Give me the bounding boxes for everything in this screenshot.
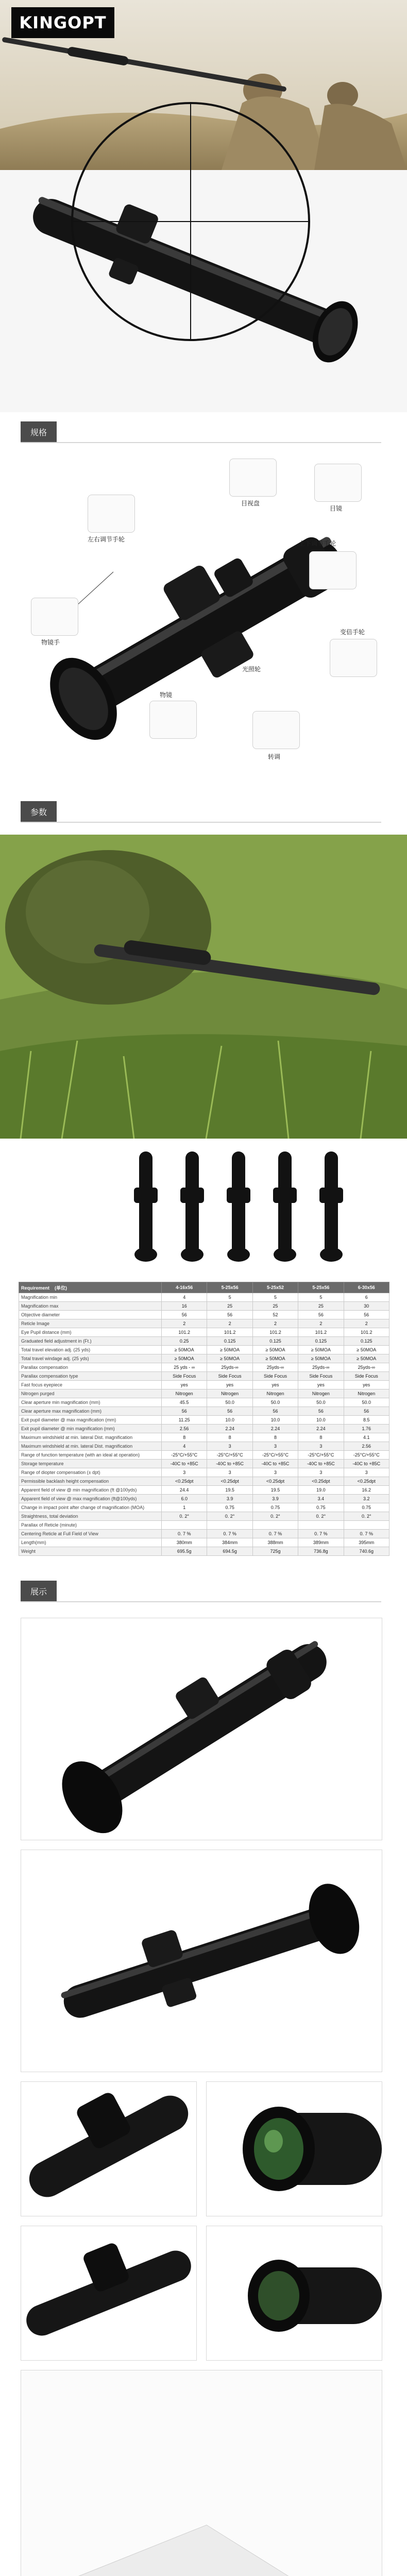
- spec-row-value: 19.5: [207, 1486, 252, 1495]
- spec-row-value: 0.125: [207, 1337, 252, 1346]
- spec-row-value: 56: [162, 1407, 207, 1416]
- spec-row-value: 0. 7 %: [162, 1530, 207, 1538]
- spec-table-row: [19, 1495, 389, 1503]
- spec-row-value: <0.25dpt: [252, 1477, 298, 1486]
- spec-table-row: [19, 1293, 389, 1302]
- spec-row-value: 101.2: [162, 1328, 207, 1337]
- spec-row-value: 2.24: [207, 1425, 252, 1433]
- spec-row-value: <0.25dpt: [344, 1477, 389, 1486]
- spec-row-value: 30: [344, 1302, 389, 1311]
- spec-row-value: 56: [344, 1407, 389, 1416]
- parallax-knob-label: 物镜手: [41, 639, 60, 646]
- spec-row-value: 380mm: [162, 1538, 207, 1547]
- spec-row-label: Magnification max: [19, 1302, 162, 1311]
- spec-row-value: 0. 7 %: [344, 1530, 389, 1538]
- spec-row-value: ≥ 50MOA: [207, 1354, 252, 1363]
- requirement-label: Requirement: [21, 1285, 50, 1291]
- spec-table-column-header: 5-25x56: [207, 1282, 252, 1293]
- spec-row-value: ≥ 50MOA: [162, 1354, 207, 1363]
- spec-row-value: 0.125: [298, 1337, 344, 1346]
- spec-row-label: Total travel windage adj. (25 yds): [19, 1354, 162, 1363]
- spec-row-value: 0. 2°: [162, 1512, 207, 1521]
- spec-row-value: 16: [162, 1302, 207, 1311]
- spec-row-value: ≥ 50MOA: [252, 1354, 298, 1363]
- spec-row-value: 6.0: [162, 1495, 207, 1503]
- spec-row-value: 10.0: [252, 1416, 298, 1425]
- spec-row-value: 2: [252, 1319, 298, 1328]
- spec-table-row: [19, 1547, 389, 1556]
- spec-row-label: Total travel elevation adj. (25 yds): [19, 1346, 162, 1354]
- spec-row-value: 101.2: [252, 1328, 298, 1337]
- spec-row-value: 694.5g: [207, 1547, 252, 1556]
- spec-row-value: 56: [298, 1311, 344, 1319]
- spec-row-label: Magnification min: [19, 1293, 162, 1302]
- spec-row-value: 3: [252, 1442, 298, 1451]
- spec-row-value: 0.75: [344, 1503, 389, 1512]
- spec-row-label: Apparent field of view @ max magnification (ft@100yds): [19, 1495, 162, 1503]
- spec-row-value: Side Focus: [344, 1372, 389, 1381]
- specs-section-title: 规格: [21, 421, 57, 442]
- showcase-section-title: 展示: [21, 1581, 57, 1601]
- spec-row-value: 25yds-∞: [207, 1363, 252, 1372]
- spec-row-value: -25°C/+55°C: [298, 1451, 344, 1460]
- spec-row-label: Nitrogen purged: [19, 1389, 162, 1398]
- spec-row-value: 10.0: [298, 1416, 344, 1425]
- spec-row-value: 0. 2°: [298, 1512, 344, 1521]
- spec-row-value: 395mm: [344, 1538, 389, 1547]
- spec-row-label: Permissible backlash height compensation: [19, 1477, 162, 1486]
- spec-table-row: [19, 1363, 389, 1372]
- reticle-light-callout: [229, 459, 277, 497]
- spec-row-value: 56: [298, 1407, 344, 1416]
- spec-row-value: 5: [298, 1293, 344, 1302]
- objective-callout: [149, 701, 197, 739]
- spec-row-value: 52: [252, 1311, 298, 1319]
- spec-row-label: Range of diopter compensation (± dpt): [19, 1468, 162, 1477]
- spec-row-value: Nitrogen: [252, 1389, 298, 1398]
- spec-row-value: 101.2: [298, 1328, 344, 1337]
- spec-row-value: [162, 1521, 207, 1530]
- spec-table-column-header: 5-25x52: [252, 1282, 298, 1293]
- spec-row-value: yes: [344, 1381, 389, 1389]
- spec-row-value: 0.75: [207, 1503, 252, 1512]
- spec-row-value: 5: [252, 1293, 298, 1302]
- spec-table-row: [19, 1319, 389, 1328]
- showcase-package-photo: [21, 2370, 382, 2576]
- spec-table-column-header: 6-30x56: [344, 1282, 389, 1293]
- spec-row-value: 45.5: [162, 1398, 207, 1407]
- spec-table-row: [19, 1442, 389, 1451]
- spec-table-row: [19, 1389, 389, 1398]
- spec-row-value: 2: [298, 1319, 344, 1328]
- spec-table-row: [19, 1538, 389, 1547]
- spec-table-row: [19, 1372, 389, 1381]
- spec-row-value: Side Focus: [298, 1372, 344, 1381]
- turret-up-callout: [309, 551, 357, 589]
- spec-row-value: Side Focus: [162, 1372, 207, 1381]
- spec-table-row: [19, 1354, 389, 1363]
- spec-row-value: 0. 2°: [344, 1512, 389, 1521]
- spec-row-value: <0.25dpt: [298, 1477, 344, 1486]
- spec-row-value: 0.75: [298, 1503, 344, 1512]
- spec-row-value: <0.25dpt: [162, 1477, 207, 1486]
- spec-row-label: Exit pupil diameter @ max magnification (mm): [19, 1416, 162, 1425]
- eyepiece-callout: [314, 464, 362, 502]
- parallax-knob-callout: [31, 598, 78, 636]
- spec-row-value: 3: [162, 1468, 207, 1477]
- spec-table-row: [19, 1381, 389, 1389]
- sniper-photo: [0, 835, 407, 1139]
- spec-row-value: 3: [252, 1468, 298, 1477]
- spec-row-label: Reticle Image: [19, 1319, 162, 1328]
- spec-row-value: 3.9: [252, 1495, 298, 1503]
- eyepiece-label: 目镜: [330, 505, 343, 512]
- spec-row-value: 0.125: [252, 1337, 298, 1346]
- spec-row-value: 0. 7 %: [207, 1530, 252, 1538]
- showcase-detail-1: [21, 2081, 197, 2216]
- spec-row-label: Change in impact point after change of magnification (MOA): [19, 1503, 162, 1512]
- spec-table-row: [19, 1486, 389, 1495]
- spec-row-value: 8: [207, 1433, 252, 1442]
- spec-table-header-row: [19, 1282, 389, 1293]
- spec-row-value: Nitrogen: [207, 1389, 252, 1398]
- spec-row-label: Eye Pupil distance (mm): [19, 1328, 162, 1337]
- spec-row-value: 3: [298, 1442, 344, 1451]
- spec-row-value: 101.2: [344, 1328, 389, 1337]
- spec-table-row: [19, 1311, 389, 1319]
- hero-photo: [0, 0, 407, 412]
- spec-row-value: 25: [298, 1302, 344, 1311]
- spec-table-row: [19, 1346, 389, 1354]
- spec-row-value: 56: [207, 1407, 252, 1416]
- objective-label: 物镜: [160, 691, 173, 699]
- spec-row-value: 10.0: [207, 1416, 252, 1425]
- specs-section-header: [21, 421, 381, 443]
- scope-lineup: [118, 1141, 386, 1265]
- spec-row-value: 25yds-∞: [344, 1363, 389, 1372]
- spec-row-value: yes: [207, 1381, 252, 1389]
- spec-row-value: ≥ 50MOA: [207, 1346, 252, 1354]
- spec-row-value: 1: [162, 1503, 207, 1512]
- spec-row-value: 56: [162, 1311, 207, 1319]
- spec-table-row: [19, 1460, 389, 1468]
- spec-table-row: [19, 1521, 389, 1530]
- spec-row-value: 4: [162, 1442, 207, 1451]
- turret-up-label: 上下调节手轮: [299, 540, 336, 547]
- spec-table-row: [19, 1425, 389, 1433]
- spec-row-value: 0.25: [162, 1337, 207, 1346]
- turret-detail-image: [21, 2082, 196, 2216]
- spec-row-value: 8: [252, 1433, 298, 1442]
- spec-row-value: 8.5: [344, 1416, 389, 1425]
- brand-logo: KINGOPT: [11, 7, 114, 38]
- spec-row-value: ≥ 50MOA: [252, 1346, 298, 1354]
- spec-row-value: -40C to +85C: [162, 1460, 207, 1468]
- spec-row-value: 0. 2°: [252, 1512, 298, 1521]
- spec-table-row: [19, 1407, 389, 1416]
- spec-row-value: 2: [207, 1319, 252, 1328]
- spec-row-value: 0. 7 %: [252, 1530, 298, 1538]
- spec-row-value: Side Focus: [207, 1372, 252, 1381]
- spec-row-value: yes: [162, 1381, 207, 1389]
- showcase-detail-2: [206, 2081, 382, 2216]
- spec-row-value: 8: [298, 1433, 344, 1442]
- spec-row-label: Maximum windshield at min. lateral Dist. magnification: [19, 1433, 162, 1442]
- spec-row-value: 725g: [252, 1547, 298, 1556]
- spec-row-value: 2.24: [298, 1425, 344, 1433]
- spec-row-value: 388mm: [252, 1538, 298, 1547]
- spec-row-value: 25yds-∞: [298, 1363, 344, 1372]
- spec-row-value: 2.56: [162, 1425, 207, 1433]
- spec-row-value: 389mm: [298, 1538, 344, 1547]
- showcase-photo-1: [21, 1618, 382, 1840]
- spec-row-value: 3: [207, 1468, 252, 1477]
- spec-row-label: Apparent field of view @ min magnification (ft @100yds): [19, 1486, 162, 1495]
- spec-row-value: Nitrogen: [344, 1389, 389, 1398]
- package-contents-image: [21, 2370, 382, 2576]
- spec-row-label: Clear aperture max magnification (mm): [19, 1407, 162, 1416]
- spec-row-value: [207, 1521, 252, 1530]
- spec-row-value: 2.56: [344, 1442, 389, 1451]
- spec-row-value: 1.76: [344, 1425, 389, 1433]
- spec-table: [19, 1282, 389, 1556]
- spec-row-value: 50.0: [207, 1398, 252, 1407]
- spec-row-value: 736.8g: [298, 1547, 344, 1556]
- params-section-header: [21, 801, 381, 823]
- spec-row-value: 3.2: [344, 1495, 389, 1503]
- spec-table-requirement-header: [19, 1282, 162, 1293]
- spec-table-row: [19, 1433, 389, 1442]
- spec-row-value: 101.2: [207, 1328, 252, 1337]
- spec-row-label: Length(mm): [19, 1538, 162, 1547]
- spec-row-value: 25 yds - ∞: [162, 1363, 207, 1372]
- spec-row-value: 695.5g: [162, 1547, 207, 1556]
- spec-row-value: ≥ 50MOA: [162, 1346, 207, 1354]
- spec-row-value: -40C to +85C: [344, 1460, 389, 1468]
- spec-row-value: <0.25dpt: [207, 1477, 252, 1486]
- spec-row-value: yes: [298, 1381, 344, 1389]
- spec-row-value: 19.5: [252, 1486, 298, 1495]
- scope-side-image: [21, 1850, 382, 2072]
- spec-row-label: Graduated field adjustment in (Ft.): [19, 1337, 162, 1346]
- rings-label: 光照轮: [242, 666, 261, 673]
- unit-label: (单位): [55, 1285, 67, 1291]
- spec-row-value: 11.25: [162, 1416, 207, 1425]
- knob-detail-image: [21, 2226, 196, 2360]
- spec-row-value: 19.0: [298, 1486, 344, 1495]
- spec-row-value: 56: [207, 1311, 252, 1319]
- turret-cap-label: 转调: [268, 753, 281, 760]
- spec-row-value: -40C to +85C: [207, 1460, 252, 1468]
- spec-row-value: 8: [162, 1433, 207, 1442]
- spec-table-row: [19, 1328, 389, 1337]
- spec-row-value: 4: [162, 1293, 207, 1302]
- spec-row-value: ≥ 50MOA: [344, 1346, 389, 1354]
- spec-table-row: [19, 1416, 389, 1425]
- spec-row-value: 56: [344, 1311, 389, 1319]
- spec-table-row: [19, 1530, 389, 1538]
- spec-row-value: 56: [252, 1407, 298, 1416]
- spec-row-value: 740.6g: [344, 1547, 389, 1556]
- spec-row-value: 4.1: [344, 1433, 389, 1442]
- spec-row-value: ≥ 50MOA: [344, 1354, 389, 1363]
- magnification-ring-callout: [330, 639, 377, 677]
- spec-row-value: -25°C/+55°C: [162, 1451, 207, 1460]
- spec-row-value: [298, 1521, 344, 1530]
- spec-row-value: -25°C/+55°C: [252, 1451, 298, 1460]
- spec-row-label: Parallax compensation type: [19, 1372, 162, 1381]
- spec-row-value: 25: [207, 1302, 252, 1311]
- spec-row-label: Parallax of Reticle (minute): [19, 1521, 162, 1530]
- reticle-light-label: 目视盘: [241, 500, 260, 507]
- spec-row-value: 16.2: [344, 1486, 389, 1495]
- spec-row-value: 3: [344, 1468, 389, 1477]
- spec-row-label: Objective diameter: [19, 1311, 162, 1319]
- scope-diagram: [21, 453, 386, 814]
- spec-row-value: Nitrogen: [298, 1389, 344, 1398]
- spec-row-label: Centering Reticle at Full Field of View: [19, 1530, 162, 1538]
- spec-table-column-header: 4-16x56: [162, 1282, 207, 1293]
- spec-row-value: -40C to +85C: [298, 1460, 344, 1468]
- spec-row-label: Maximum windshield at min. lateral Dist. magnification: [19, 1442, 162, 1451]
- spec-row-value: 50.0: [298, 1398, 344, 1407]
- spec-row-label: Storage temperature: [19, 1460, 162, 1468]
- spec-table-row: [19, 1302, 389, 1311]
- turret-left-callout: [88, 495, 135, 533]
- spec-table-row: [19, 1398, 389, 1407]
- spec-row-value: 0. 7 %: [298, 1530, 344, 1538]
- spec-row-label: Straightness, total deviation: [19, 1512, 162, 1521]
- scope-angled-image: [21, 1618, 382, 1840]
- eyepiece-detail-image: [207, 2226, 382, 2360]
- spec-row-value: 2: [162, 1319, 207, 1328]
- spec-row-value: 25: [252, 1302, 298, 1311]
- spec-row-value: 0. 2°: [207, 1512, 252, 1521]
- spec-row-value: [252, 1521, 298, 1530]
- spec-row-label: Fast focus eyepiece: [19, 1381, 162, 1389]
- spec-row-value: 50.0: [344, 1398, 389, 1407]
- spec-table-column-header: 5-25x56: [298, 1282, 344, 1293]
- objective-lens-image: [207, 2082, 382, 2216]
- spec-row-value: ≥ 50MOA: [298, 1354, 344, 1363]
- spec-row-value: 5: [207, 1293, 252, 1302]
- turret-cap-callout: [252, 711, 300, 749]
- spec-row-value: Side Focus: [252, 1372, 298, 1381]
- spec-row-value: -40C to +85C: [252, 1460, 298, 1468]
- spec-row-value: 24.4: [162, 1486, 207, 1495]
- spec-row-value: 0.125: [344, 1337, 389, 1346]
- spec-row-value: 2.24: [252, 1425, 298, 1433]
- spec-table-row: [19, 1503, 389, 1512]
- spec-table-row: [19, 1468, 389, 1477]
- spec-table-row: [19, 1337, 389, 1346]
- showcase-detail-3: [21, 2226, 197, 2361]
- spec-row-value: -25°C/+55°C: [207, 1451, 252, 1460]
- spec-row-value: 50.0: [252, 1398, 298, 1407]
- spec-row-value: 3: [207, 1442, 252, 1451]
- turret-left-label: 左右调节手轮: [88, 536, 125, 543]
- spec-row-value: 3: [298, 1468, 344, 1477]
- spec-table-row: [19, 1512, 389, 1521]
- spec-row-label: Weight: [19, 1547, 162, 1556]
- spec-row-value: 25yds-∞: [252, 1363, 298, 1372]
- spec-row-label: Exit pupil diameter @ min magnification (mm): [19, 1425, 162, 1433]
- showcase-detail-4: [206, 2226, 382, 2361]
- hero-banner: [0, 0, 407, 412]
- spec-table-row: [19, 1451, 389, 1460]
- spec-row-label: Parallax compensation: [19, 1363, 162, 1372]
- showcase-section-header: [21, 1581, 381, 1602]
- spec-row-value: [344, 1521, 389, 1530]
- spec-row-value: 384mm: [207, 1538, 252, 1547]
- spec-row-value: ≥ 50MOA: [298, 1346, 344, 1354]
- params-section-title: 参数: [21, 801, 57, 822]
- spec-row-value: 3.4: [298, 1495, 344, 1503]
- spec-row-label: Range of function temperature (with an ideal at operation): [19, 1451, 162, 1460]
- spec-row-value: 6: [344, 1293, 389, 1302]
- spec-row-value: 3.9: [207, 1495, 252, 1503]
- spec-row-value: -25°C/+55°C: [344, 1451, 389, 1460]
- showcase-photo-2: [21, 1850, 382, 2072]
- spec-table-row: [19, 1477, 389, 1486]
- spec-row-value: 0.75: [252, 1503, 298, 1512]
- magnification-ring-label: 变倍手轮: [340, 629, 365, 636]
- spec-row-label: Clear aperture min magnification (mm): [19, 1398, 162, 1407]
- spec-row-value: Nitrogen: [162, 1389, 207, 1398]
- spec-row-value: 2: [344, 1319, 389, 1328]
- spec-row-value: yes: [252, 1381, 298, 1389]
